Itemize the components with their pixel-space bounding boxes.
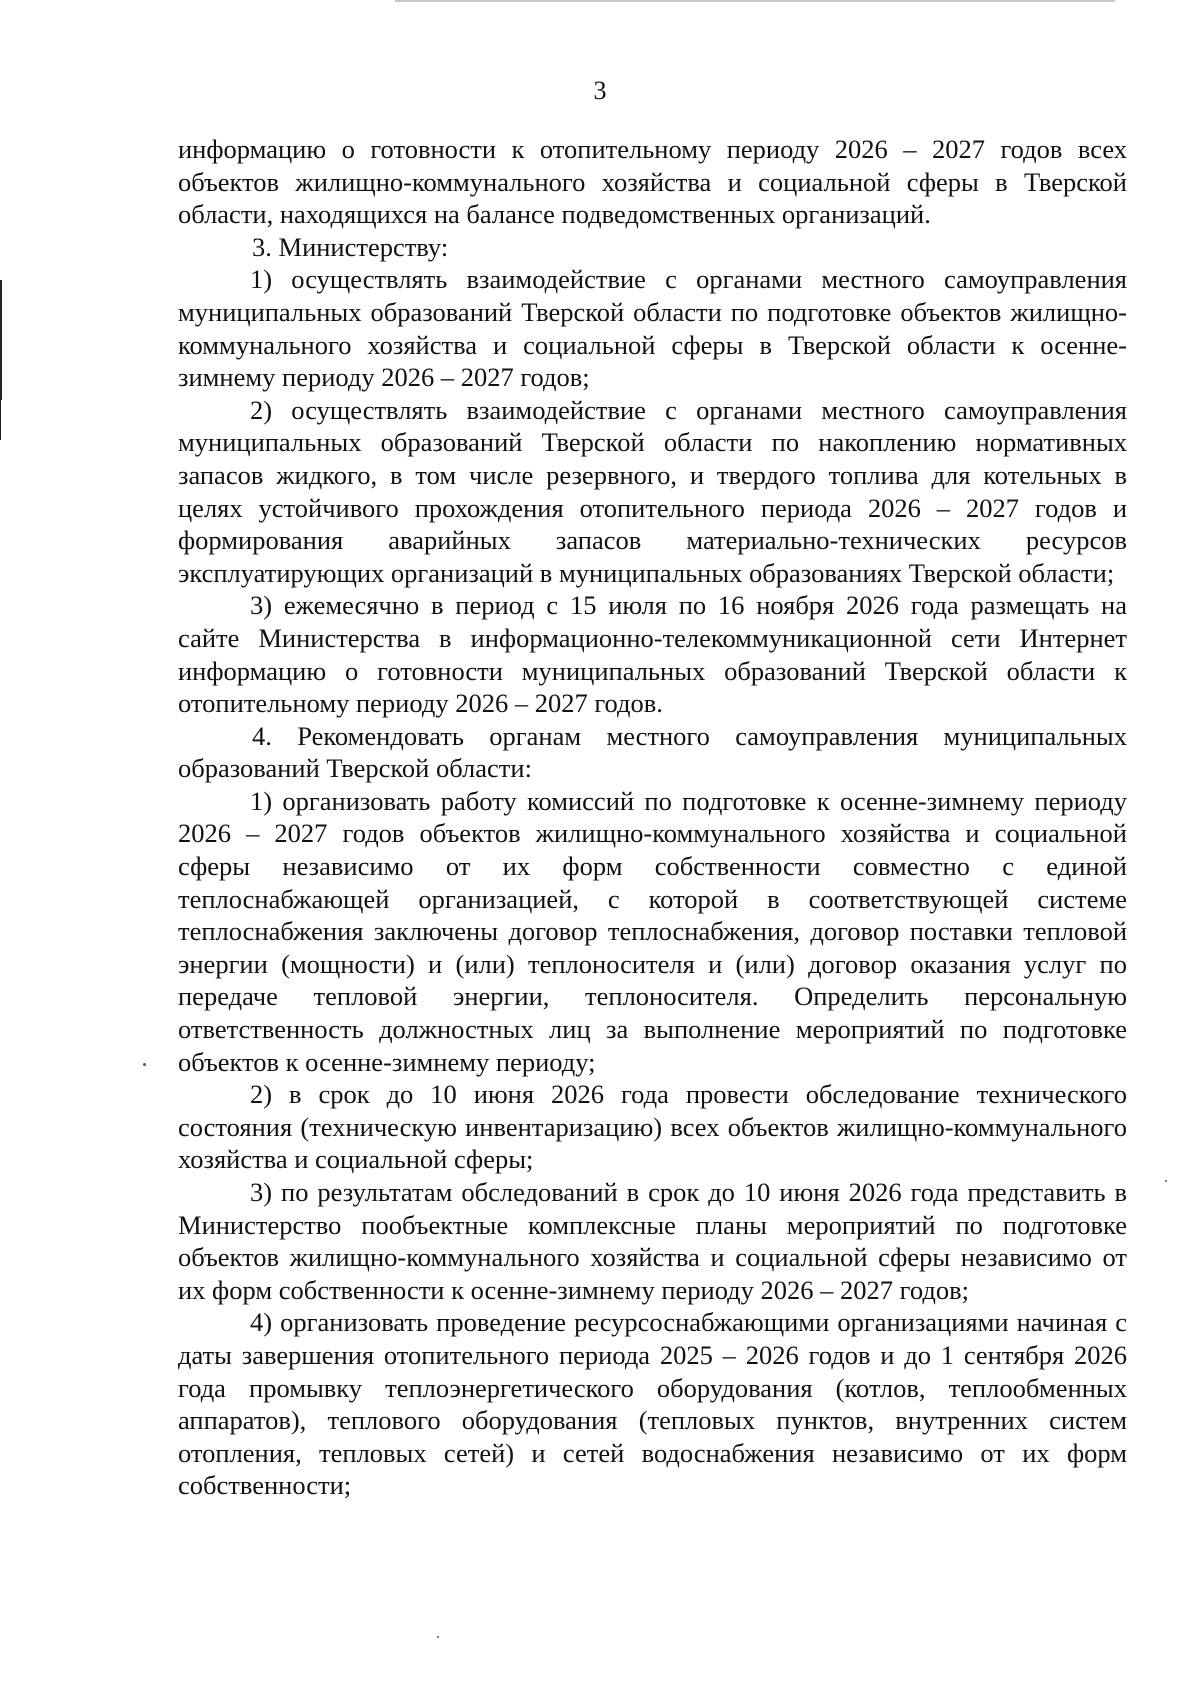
paragraph-item-3-1: 1) осуществлять взаимодействие с органами местного самоуправления муниципальных образований Тверской области по подготовке объектов жилищно-коммунального хозяйства и социальной сферы в Тверской области к осенне-зимнему периоду 2026 – 2027 годов;	[178, 264, 1127, 393]
paragraph-item-3-3: 3) ежемесячно в период с 15 июля по 16 ноября 2026 года размещать на сайте Министерства в информационно-телекоммуникационной сети Интернет информацию о готовности муниципальных образований Тверской области к отопительному периоду 2026 – 2027 годов.	[178, 590, 1127, 719]
paragraph-item-4-1: 1) организовать работу комиссий по подготовке к осенне-зимнему периоду 2026 – 2027 годов объектов жилищно-коммунального хозяйства и социальной сферы независимо от их форм собственности совместно с единой теплоснабжающей организацией, с которой в соответствующей системе теплоснабжения заключены договор теплоснабжения, договор поставки тепловой энергии (мощности) и (или) теплоносителя и (или) договор оказания услуг по передаче тепловой энергии, теплоносителя. Определить персональную ответственность должностных лиц за выполнение мероприятий по подготовке объектов к осенне-зимнему периоду;	[178, 785, 1127, 1077]
paragraph-item-3: 3. Министерству:	[252, 231, 449, 262]
paragraph-item-4-4: 4) организовать проведение ресурсоснабжающими организациями начиная с даты завершения отопительного периода 2025 – 2026 годов и до 1 сентября 2026 года промывку теплоэнергетического оборудования (котлов, теплообменных аппаратов), теплового оборудования (тепловых пунктов, внутренних систем отопления, тепловых сетей) и сетей водоснабжения независимо от их форм собственности;	[178, 1307, 1127, 1501]
paragraph-item-4-3: 3) по результатам обследований в срок до 10 июня 2026 года представить в Министерство пообъектные комплексные планы мероприятий по подготовке объектов жилищно-коммунального хозяйства и социальной сферы независимо от их форм собственности к осенне-зимнему периоду 2026 – 2027 годов;	[178, 1177, 1127, 1305]
page-number: 3	[593, 76, 607, 105]
scan-speck	[437, 1636, 439, 1638]
paragraph-item-4: 4. Рекомендовать органам местного самоуправления муниципальных образований Тверской области:	[178, 720, 1127, 784]
scan-speck	[143, 1063, 146, 1066]
paragraph-item-3-2: 2) осуществлять взаимодействие с органами местного самоуправления муниципальных образований Тверской области по накоплению нормативных запасов жидкого, в том числе резервного, и твердого топлива для котельных в целях устойчивого прохождения отопительного периода 2026 – 2027 годов и формирования аварийных запасов материально-технических ресурсов эксплуатирующих организаций в муниципальных образованиях Тверской области;	[178, 394, 1127, 588]
document-body	[178, 133, 1127, 1502]
paragraph-continuation: информацию о готовности к отопительному периоду 2026 – 2027 годов всех объектов жилищно-коммунального хозяйства и социальной сферы в Тверской области, находящихся на балансе подведомственных организаций.	[178, 134, 1127, 230]
left-margin-mark	[0, 280, 2, 400]
paragraph-item-4-2: 2) в срок до 10 июня 2026 года провести обследование технического состояния (техническую инвентаризацию) всех объектов жилищно-коммунального хозяйства и социальной сферы;	[178, 1079, 1127, 1175]
left-margin-mark	[0, 400, 1, 440]
scan-speck	[1165, 1180, 1167, 1182]
top-scan-edge	[395, 0, 1115, 2]
